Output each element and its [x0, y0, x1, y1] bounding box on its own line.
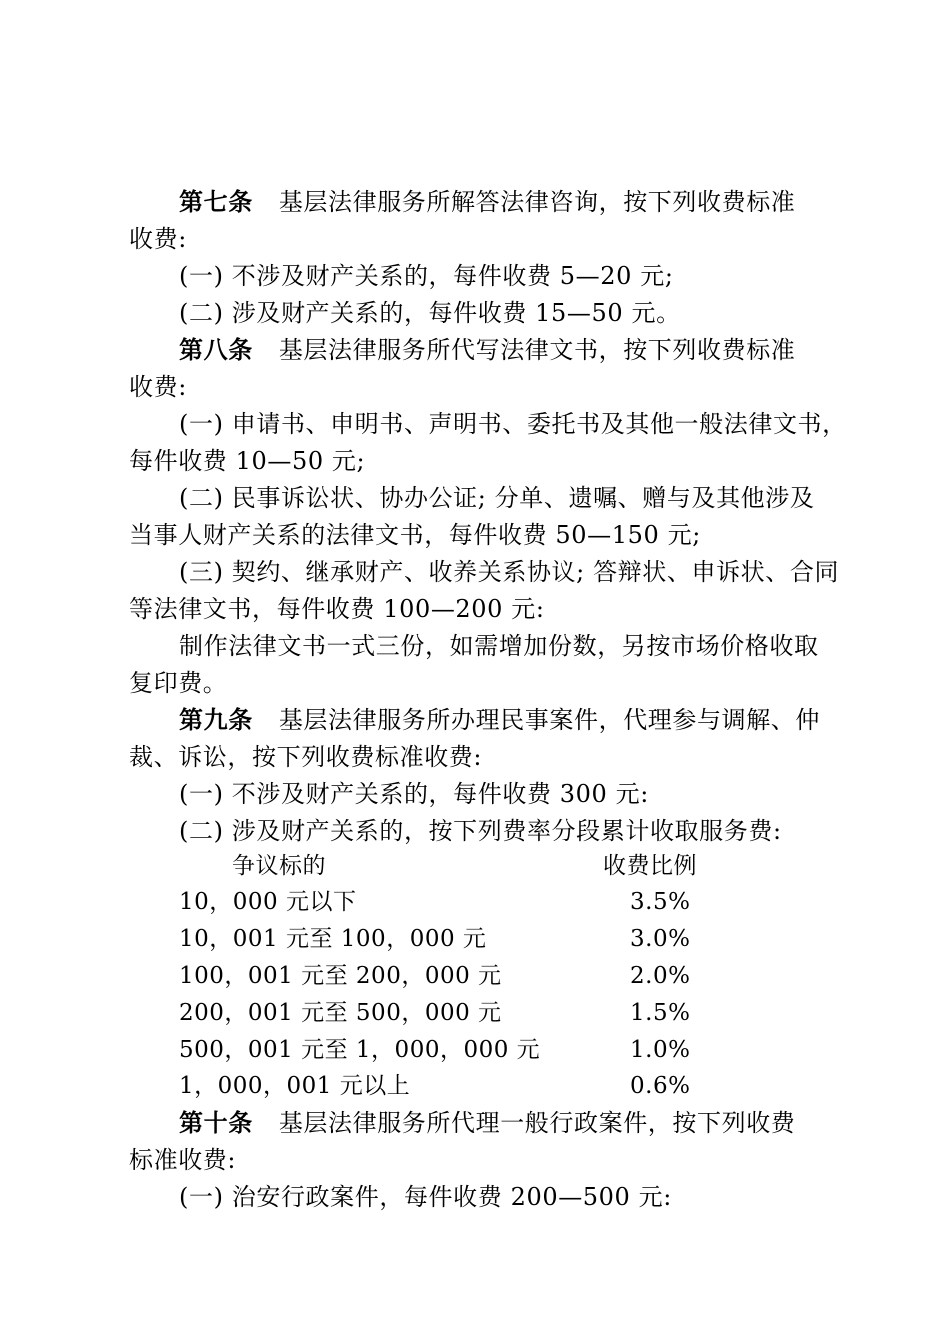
article-8-line-1: 第八条 基层法律服务所代写法律文书，按下列收费标准	[179, 336, 796, 364]
fee-table-row-3-rate: 2.0%	[630, 963, 691, 989]
fee-table-row-6-range: 1，000，001 元以上	[179, 1073, 411, 1099]
article-8-item-2: (二) 民事诉讼状、协办公证; 分单、遗嘱、赠与及其他涉及	[179, 484, 815, 512]
article-7-item-2: (二) 涉及财产关系的，每件收费 15—50 元。	[179, 299, 681, 327]
fee-table-row-3-range: 100，001 元至 200，000 元	[179, 963, 502, 989]
article-7-line-2: 收费:	[129, 225, 187, 253]
article-9-line-1: 第九条 基层法律服务所办理民事案件，代理参与调解、仲	[179, 706, 821, 734]
article-8-item-1: (一) 申请书、申明书、声明书、委托书及其他一般法律文书，	[179, 410, 847, 438]
article-10-line-2: 标准收费:	[129, 1146, 237, 1174]
fee-table-row-1-rate: 3.5%	[630, 889, 691, 915]
article-8-item-3: (三) 契约、继承财产、收养关系协议; 答辩状、申诉状、合同	[179, 558, 840, 586]
article-8-note: 制作法律文书一式三份，如需增加份数，另按市场价格收取	[179, 632, 819, 660]
fee-table-row-4-range: 200，001 元至 500，000 元	[179, 1000, 502, 1026]
article-9-line-2: 裁、诉讼，按下列收费标准收费:	[129, 743, 483, 771]
fee-table-row-1-range: 10，000 元以下	[179, 889, 357, 915]
article-9-item-2: (二) 涉及财产关系的，按下列费率分段累计收取服务费:	[179, 817, 782, 845]
fee-table-row-2-range: 10，001 元至 100，000 元	[179, 926, 487, 952]
fee-table-row-2-rate: 3.0%	[630, 926, 691, 952]
fee-table-row-5-rate: 1.0%	[630, 1037, 691, 1063]
fee-table-row-5-range: 500，001 元至 1，000，000 元	[179, 1037, 541, 1063]
article-8-item-3-cont: 等法律文书，每件收费 100—200 元:	[129, 595, 545, 623]
article-7-line-1: 第七条 基层法律服务所解答法律咨询，按下列收费标准	[179, 188, 796, 216]
article-8-title: 第八条	[179, 336, 253, 364]
fee-table-row-6-rate: 0.6%	[630, 1073, 691, 1099]
fee-table-header-subject: 争议标的	[232, 853, 326, 879]
article-10-line-1: 第十条 基层法律服务所代理一般行政案件，按下列收费	[179, 1109, 796, 1137]
fee-table-header-rate: 收费比例	[603, 853, 697, 879]
fee-table-row-4-rate: 1.5%	[630, 1000, 691, 1026]
article-10-title: 第十条	[179, 1109, 253, 1137]
article-8-item-1-cont: 每件收费 10—50 元;	[129, 447, 366, 475]
article-8-note-cont: 复印费。	[129, 669, 228, 697]
article-8-line-2: 收费:	[129, 373, 187, 401]
article-9-item-1: (一) 不涉及财产关系的，每件收费 300 元:	[179, 780, 649, 808]
article-8-item-2-cont: 当事人财产关系的法律文书，每件收费 50—150 元;	[129, 521, 701, 549]
article-9-title: 第九条	[179, 706, 253, 734]
article-10-item-1: (一) 治安行政案件，每件收费 200—500 元:	[179, 1183, 672, 1211]
article-7-title: 第七条	[179, 188, 253, 216]
article-7-item-1: (一) 不涉及财产关系的，每件收费 5—20 元;	[179, 262, 674, 290]
